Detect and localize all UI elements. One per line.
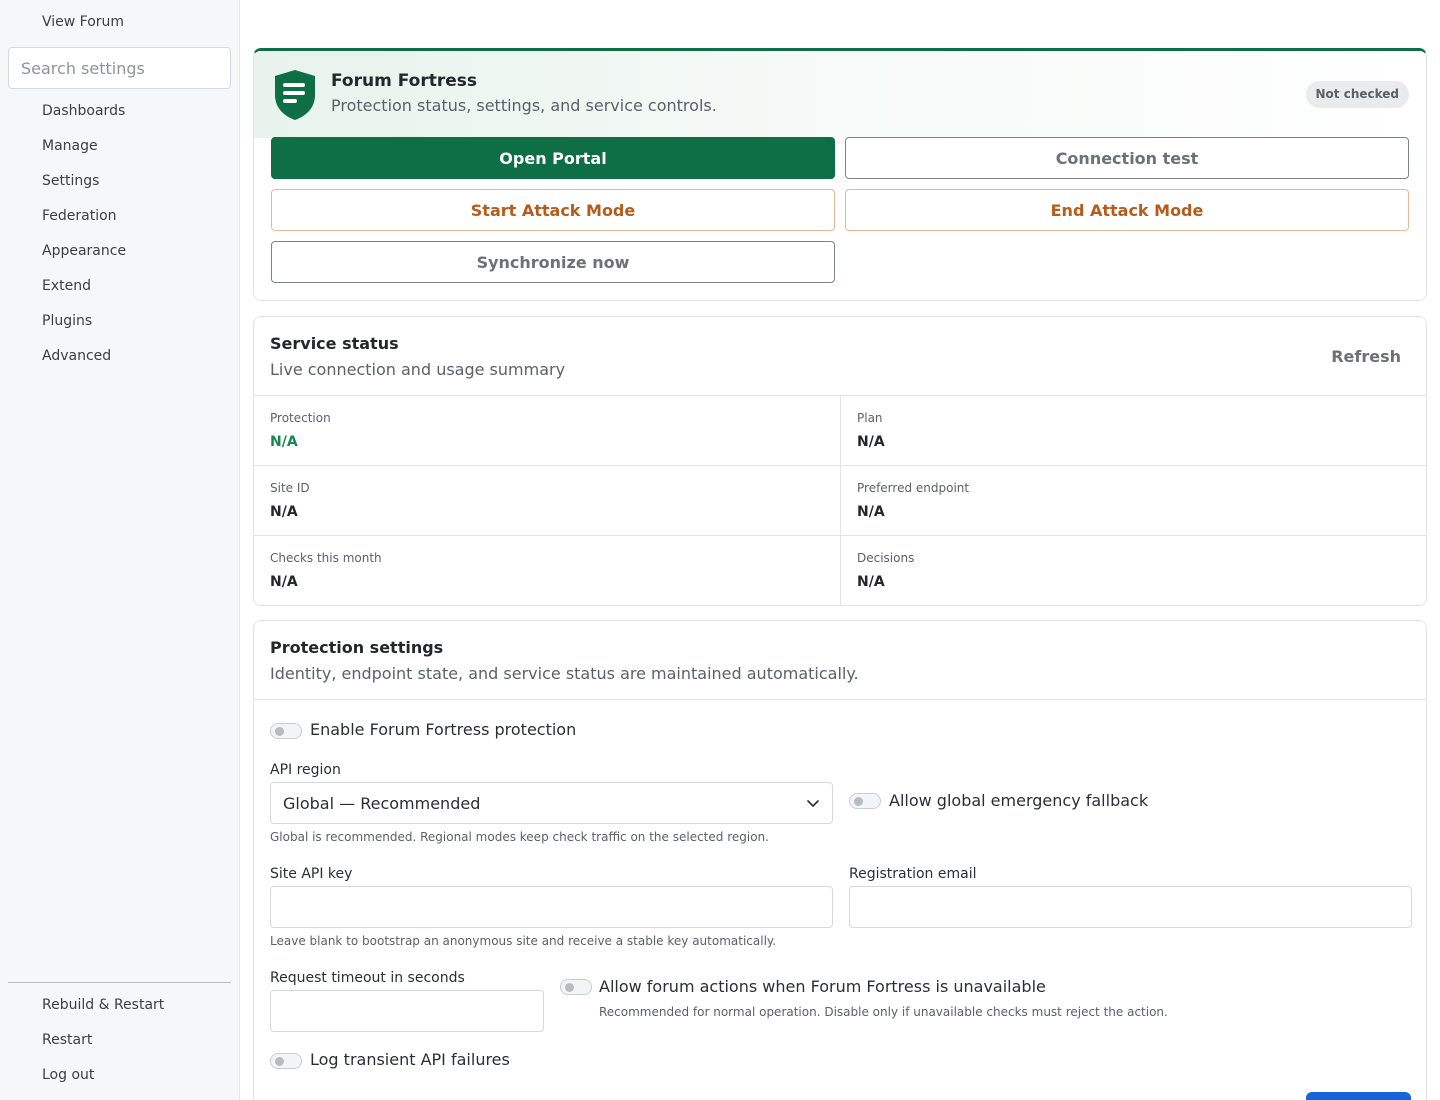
stat-protection-label: Protection [270, 411, 331, 425]
stat-decisions-value: N/A [857, 574, 885, 590]
stat-site-id-label: Site ID [270, 481, 310, 495]
page-subtitle: Protection status, settings, and service controls. [331, 96, 717, 115]
request-timeout-input[interactable] [270, 990, 544, 1032]
request-timeout-label: Request timeout in seconds [270, 970, 465, 986]
stat-preferred-endpoint-value: N/A [857, 504, 885, 520]
stat-preferred-endpoint-label: Preferred endpoint [857, 481, 970, 495]
refresh-button[interactable]: Refresh [1331, 347, 1401, 366]
search-settings-input[interactable] [8, 47, 231, 89]
page-title: Forum Fortress [331, 71, 477, 91]
api-region-label: API region [270, 762, 341, 778]
stat-decisions-label: Decisions [857, 551, 915, 565]
view-forum-link[interactable]: View Forum [42, 14, 125, 30]
service-status-subtitle: Live connection and usage summary [270, 360, 566, 379]
admin-sidebar [0, 0, 240, 1100]
stat-protection-value: N/A [270, 434, 298, 450]
api-region-value: Global — Recommended [283, 794, 481, 813]
restart-link[interactable]: Restart [42, 1032, 93, 1048]
open-portal-button[interactable]: Open Portal [271, 137, 835, 179]
end-attack-mode-button[interactable]: End Attack Mode [845, 189, 1409, 231]
synchronize-now-button[interactable]: Synchronize now [271, 241, 835, 283]
start-attack-mode-button[interactable]: Start Attack Mode [271, 189, 835, 231]
site-api-key-help: Leave blank to bootstrap an anonymous site and receive a stable key automatically. [270, 934, 777, 948]
sidebar-divider [8, 982, 231, 983]
rebuild-restart-link[interactable]: Rebuild & Restart [42, 997, 165, 1013]
service-status-card [253, 316, 1427, 606]
protection-settings-title: Protection settings [270, 638, 444, 657]
log-failures-toggle[interactable] [270, 1053, 302, 1069]
sidebar-item-settings[interactable]: Settings [42, 173, 100, 189]
site-api-key-label: Site API key [270, 866, 353, 882]
shield-icon [274, 69, 316, 121]
save-settings-button[interactable] [1306, 1092, 1411, 1100]
stat-checks-month-value: N/A [270, 574, 298, 590]
sidebar-item-dashboards[interactable]: Dashboards [42, 103, 126, 119]
logout-link[interactable]: Log out [42, 1067, 95, 1083]
global-fallback-label: Allow global emergency fallback [889, 791, 1149, 810]
service-status-title: Service status [270, 334, 399, 353]
api-region-help: Global is recommended. Regional modes keep check traffic on the selected region. [270, 830, 769, 844]
stat-plan-value: N/A [857, 434, 885, 450]
stat-site-id-value: N/A [270, 504, 298, 520]
sidebar-item-federation[interactable]: Federation [42, 208, 117, 224]
sidebar-item-plugins[interactable]: Plugins [42, 313, 93, 329]
protection-settings-card [253, 620, 1427, 1100]
plugin-header-card [253, 48, 1427, 301]
log-failures-label: Log transient API failures [310, 1050, 510, 1069]
divider [254, 699, 1426, 700]
allow-actions-help: Recommended for normal operation. Disable only if unavailable checks must reject the action. [599, 1005, 1168, 1019]
chevron-down-icon [806, 796, 820, 810]
connection-test-button[interactable]: Connection test [845, 137, 1409, 179]
protection-settings-subtitle: Identity, endpoint state, and service status are maintained automatically. [270, 664, 859, 683]
allow-actions-toggle[interactable] [560, 979, 592, 995]
enable-protection-label: Enable Forum Fortress protection [310, 720, 577, 739]
status-badge: Not checked [1306, 81, 1410, 108]
registration-email-label: Registration email [849, 866, 977, 882]
sidebar-item-manage[interactable]: Manage [42, 138, 98, 154]
site-api-key-input[interactable] [270, 886, 833, 928]
plugin-hero [254, 51, 1426, 138]
global-fallback-toggle[interactable] [849, 793, 881, 809]
sidebar-item-appearance[interactable]: Appearance [42, 243, 127, 259]
sidebar-item-advanced[interactable]: Advanced [42, 348, 112, 364]
allow-actions-label: Allow forum actions when Forum Fortress is unavailable [599, 977, 1046, 996]
sidebar-item-extend[interactable]: Extend [42, 278, 91, 294]
stat-plan-label: Plan [857, 411, 883, 425]
enable-protection-toggle[interactable] [270, 723, 302, 739]
registration-email-input[interactable] [849, 886, 1412, 928]
stat-checks-month-label: Checks this month [270, 551, 382, 565]
api-region-select[interactable] [270, 782, 833, 824]
divider [840, 396, 841, 606]
